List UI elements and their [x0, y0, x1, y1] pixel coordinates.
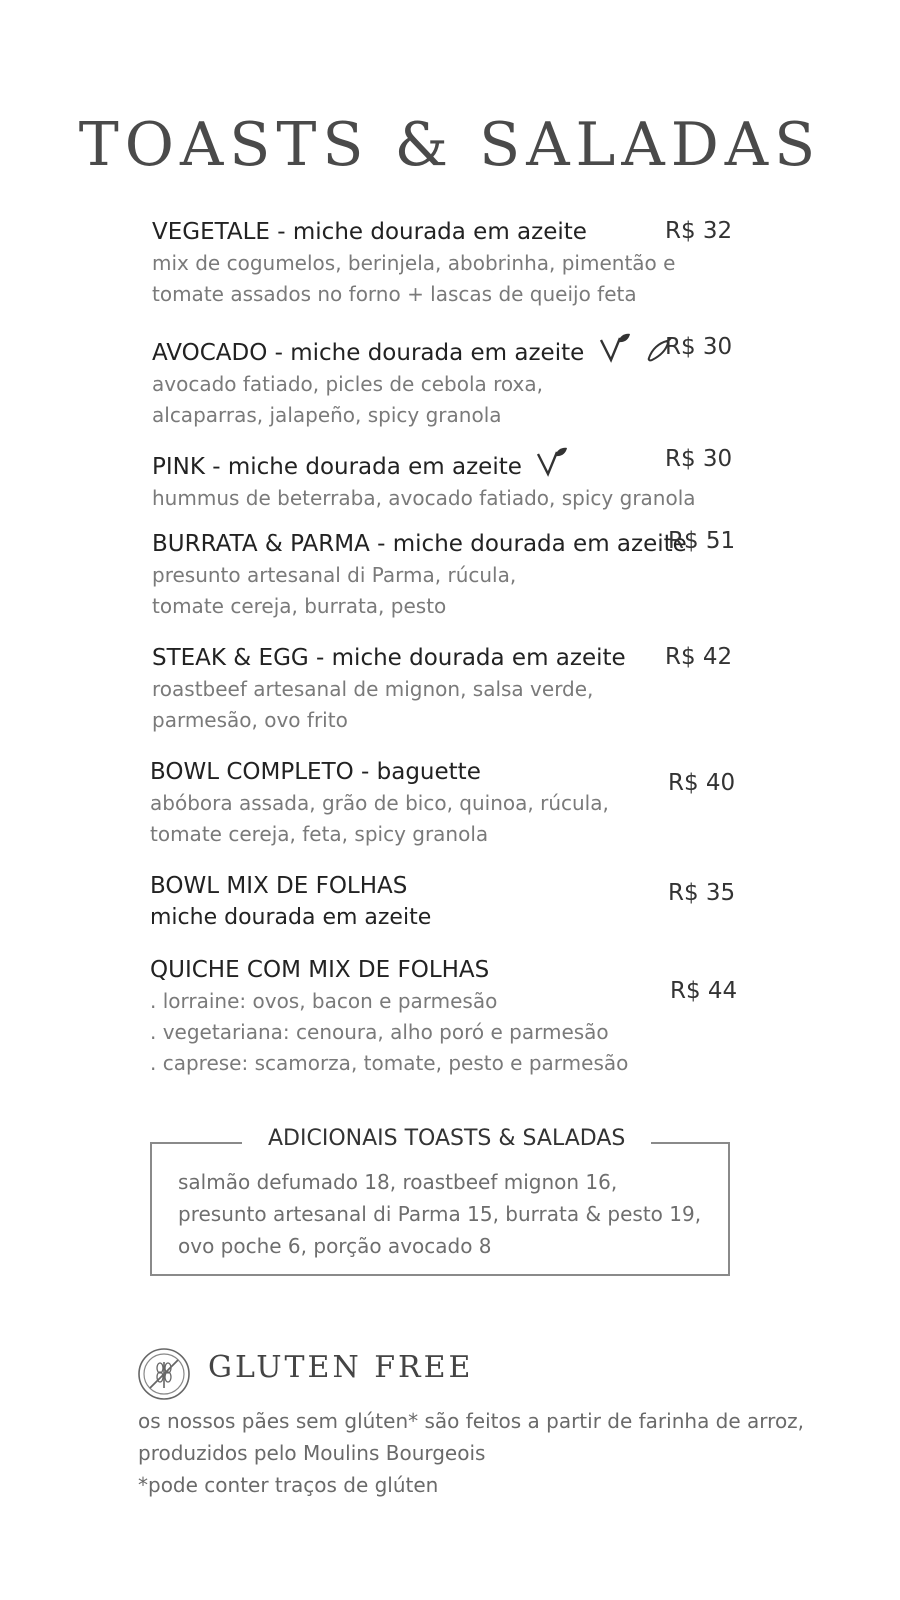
gluten-free-title: GLUTEN FREE: [208, 1350, 474, 1385]
no-wheat-icon: [136, 1346, 192, 1402]
extras-title: ADICIONAIS TOASTS & SALADAS: [242, 1126, 651, 1151]
item-desc-line: tomate cereja, feta, spicy granola: [150, 822, 489, 846]
gluten-free-line: produzidos pelo Moulins Bourgeois: [138, 1441, 486, 1465]
item-desc-line: roastbeef artesanal de mignon, salsa verde,: [152, 677, 594, 701]
item-price: R$ 30: [665, 334, 733, 360]
item-price: R$ 40: [668, 770, 736, 796]
item-price: R$ 30: [665, 446, 733, 472]
extras-line: presunto artesanal di Parma 15, burrata & pesto 19,: [178, 1202, 702, 1226]
menu-item-bowl-mix-folhas: [150, 870, 750, 934]
menu-item-pink: [152, 446, 752, 514]
item-desc-line: . caprese: scamorza, tomate, pesto e parmesão: [150, 1051, 629, 1075]
item-price: R$ 44: [670, 978, 738, 1004]
gluten-free-line: os nossos pães sem glúten* são feitos a partir de farinha de arroz,: [138, 1409, 805, 1433]
item-price: R$ 42: [665, 644, 733, 670]
menu-item-bowl-completo: [150, 756, 750, 850]
extras-box: [150, 1126, 730, 1276]
item-desc-line: mix de cogumelos, berinjela, abobrinha, pimentão e: [152, 251, 676, 275]
item-desc-line: abóbora assada, grão de bico, quinoa, rúcula,: [150, 791, 609, 815]
item-name: PINK - miche dourada em azeite: [152, 454, 522, 480]
menu-item-avocado: [152, 332, 752, 431]
extras-line: ovo poche 6, porção avocado 8: [178, 1234, 492, 1258]
gluten-free-line: *pode conter traços de glúten: [138, 1473, 439, 1497]
menu-item-steak-egg: [152, 642, 752, 736]
item-price: R$ 32: [665, 218, 733, 244]
menu-item-vegetale: [152, 216, 752, 310]
menu-item-quiche: [150, 954, 750, 1079]
item-desc-line: . lorraine: ovos, bacon e parmesão: [150, 989, 498, 1013]
item-desc-line: presunto artesanal di Parma, rúcula,: [152, 563, 517, 587]
item-desc-line: avocado fatiado, picles de cebola roxa,: [152, 372, 543, 396]
item-desc-line: alcaparras, jalapeño, spicy granola: [152, 403, 502, 427]
item-subtitle: miche dourada em azeite: [150, 905, 432, 930]
item-name: BOWL COMPLETO - baguette: [150, 759, 481, 785]
item-name: BURRATA & PARMA - miche dourada em azeite: [152, 531, 687, 557]
item-name: VEGETALE - miche dourada em azeite: [152, 219, 587, 245]
item-name: QUICHE COM MIX DE FOLHAS: [150, 957, 490, 983]
item-desc-line: . vegetariana: cenoura, alho poró e parmesão: [150, 1020, 609, 1044]
extras-line: salmão defumado 18, roastbeef mignon 16,: [178, 1170, 618, 1194]
vegan-icon: [535, 446, 569, 478]
item-price: R$ 51: [668, 528, 736, 554]
item-desc-line: tomate cereja, burrata, pesto: [152, 594, 447, 618]
page-title: TOASTS & SALADAS: [78, 110, 822, 180]
item-desc-line: hummus de beterraba, avocado fatiado, spicy granola: [152, 486, 696, 510]
item-price: R$ 35: [668, 880, 736, 906]
item-name: AVOCADO - miche dourada em azeite: [152, 340, 585, 366]
item-name: STEAK & EGG - miche dourada em azeite: [152, 645, 626, 671]
item-name: BOWL MIX DE FOLHAS: [150, 873, 408, 899]
vegan-icon: [598, 332, 632, 364]
item-desc-line: parmesão, ovo frito: [152, 708, 348, 732]
item-desc-line: tomate assados no forno + lascas de queijo feta: [152, 282, 637, 306]
menu-item-burrata-parma: [152, 528, 752, 622]
